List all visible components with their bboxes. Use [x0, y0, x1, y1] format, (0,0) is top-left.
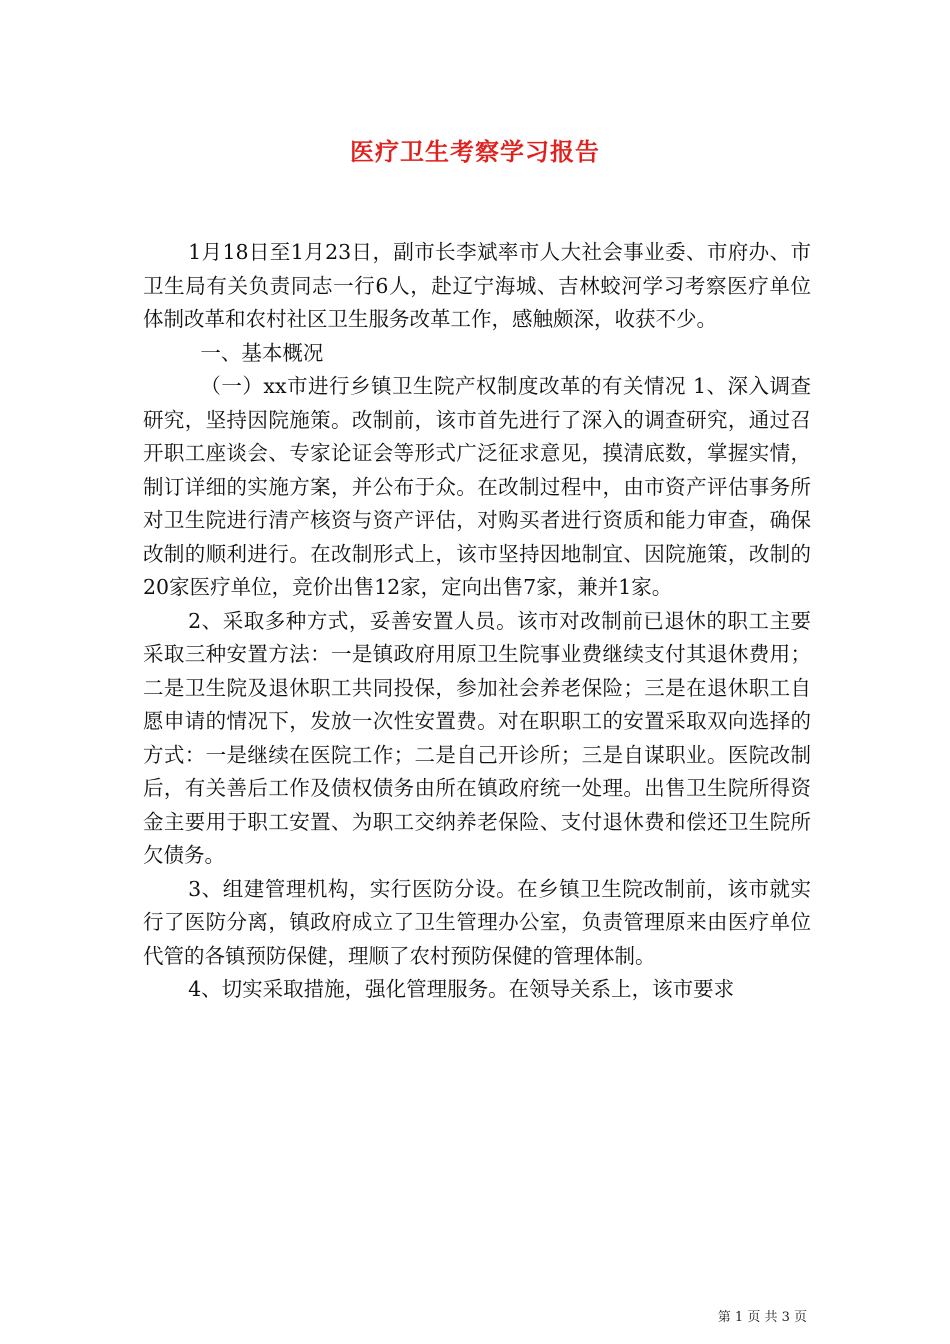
section-heading: 一、基本概况	[200, 340, 324, 365]
document-body	[143, 236, 811, 1007]
paragraph-item-4: 4、切实采取措施，强化管理服务。在领导关系上，该市要求	[188, 977, 735, 1001]
paragraph-item-2: 2、采取多种方式，妥善安置人员。该市对改制前已退休的职工主要采取三种安置方法：一是镇政府用原卫生院事业费继续支付其退休费用；二是卫生院及退休职工共同投保，参加社会养老保险；三是在退休职工自愿申请的情况下，发放一次性安置费。对在职职工的安置采取双向选择的方式：一是继续在医院工作；二是自己开诊所；三是自谋职业。医院改制后，有关善后工作及债权债务由所在镇政府统一处理。出售卫生院所得资金主要用于职工安置、为职工交纳养老保险、支付退休费和偿还卫生院所欠债务。	[143, 608, 811, 867]
paragraph-intro: 1月18日至1月23日，副市长李斌率市人大社会事业委、市府办、市卫生局有关负责同志一行6人，赴辽宁海城、吉林蛟河学习考察医疗单位体制改革和农村社区卫生服务改革工作，感触颇深，收获不少。	[143, 240, 811, 331]
paragraph-item-3: 3、组建管理机构，实行医防分设。在乡镇卫生院改制前，该市就实行了医防分离，镇政府成立了卫生管理办公室，负责管理原来由医疗单位代管的各镇预防保健，理顺了农村预防保健的管理体制。	[143, 876, 811, 968]
document-title: 医疗卫生考察学习报告	[350, 137, 600, 166]
paragraph-section-1: （一）xx市进行乡镇卫生院产权制度改革的有关情况 1、深入调查研究，坚持因院施策。改制前，该市首先进行了深入的调查研究，通过召开职工座谈会、专家论证会等形式广泛征求意见，摸清底数，掌握实情，制订详细的实施方案，并公布于众。在改制过程中，由市资产评估事务所对卫生院进行清产核资与资产评估，对购买者进行资质和能力审查，确保改制的顺利进行。在改制形式上，该市坚持因地制宜、因院施策，改制的20家医疗单位，竞价出售12家，定向出售7家，兼并1家。	[143, 374, 811, 599]
page-footer: 第 1 页 共 3 页	[717, 1310, 807, 1325]
